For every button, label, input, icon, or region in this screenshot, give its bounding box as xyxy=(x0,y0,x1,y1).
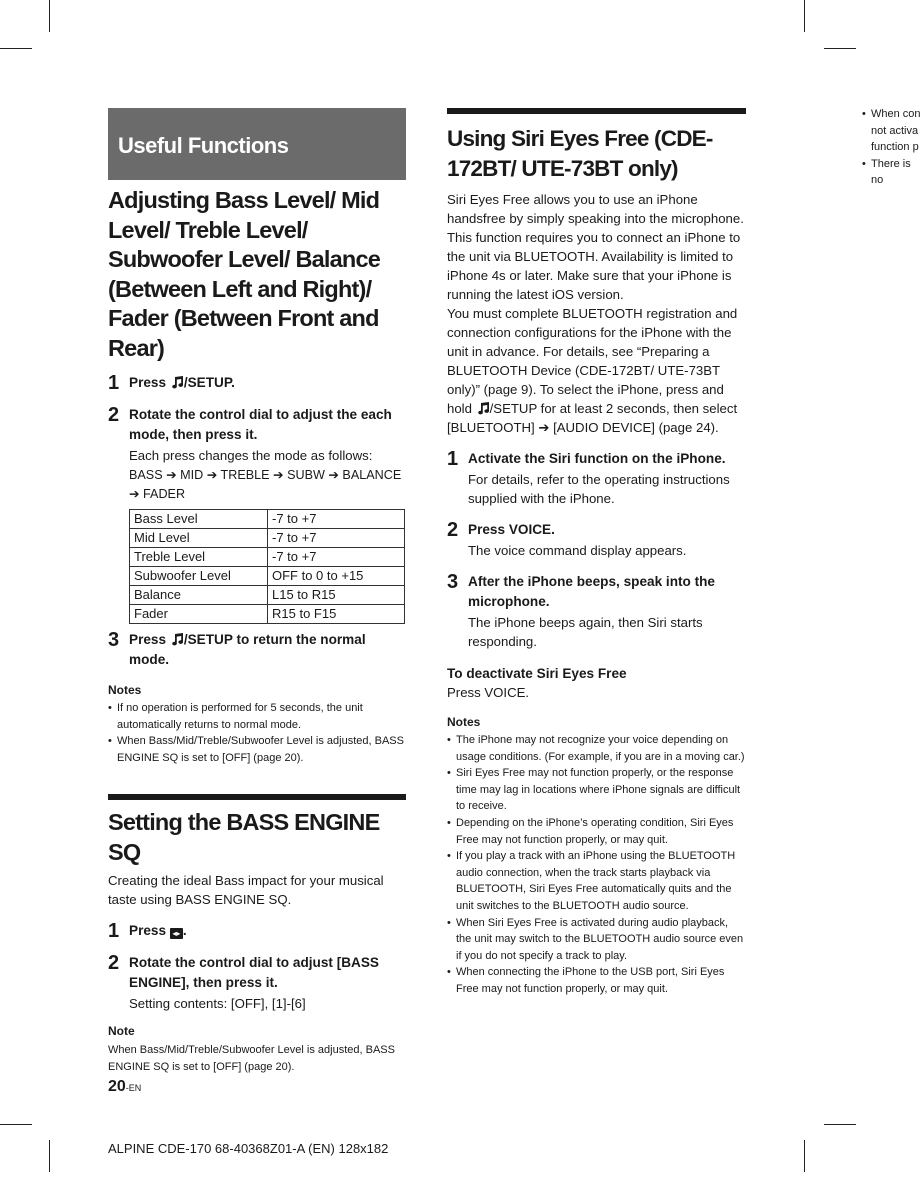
step-body: Setting contents: [OFF], [1]-[6] xyxy=(129,996,306,1012)
setting-range-cell: OFF to 0 to +15 xyxy=(268,567,405,586)
right-column xyxy=(447,108,746,998)
step-number: 1 xyxy=(447,448,459,470)
banner-title: Useful Functions xyxy=(118,133,289,158)
section-title-bass-engine: Setting the BASS ENGINE SQ xyxy=(108,809,380,865)
step-1: 1 Press ◂▸ . xyxy=(108,920,187,943)
step-number: 3 xyxy=(447,571,459,593)
note-item: • Depending on the iPhone’s operating condition, Siri Eyes Free may not function properly, or may quit. xyxy=(447,815,746,848)
note-item: • When Siri Eyes Free is activated during audio playback, the unit may switch to the BLUETOOTH audio source even if you do not specify a track to play. xyxy=(447,915,746,965)
music-note-icon xyxy=(170,375,184,389)
section-title-adjusting: Adjusting Bass Level/ Mid Level/ Treble Level/ Subwoofer Level/ Balance (Between Left and Right)/ Fader (Between Front and Rear) xyxy=(108,187,381,361)
step-lead: Rotate the control dial to adjust [BASS ENGINE], then press it. xyxy=(129,955,379,991)
notes-heading: Notes xyxy=(447,715,481,729)
notes-list xyxy=(108,700,406,766)
level-range-table xyxy=(129,509,405,624)
setting-name-cell: Treble Level xyxy=(130,548,268,567)
note-item: • There is no xyxy=(862,156,924,189)
step-lead: Rotate the control dial to adjust the each mode, then press it. xyxy=(129,407,392,442)
setting-name-cell: Mid Level xyxy=(130,529,268,548)
page-number: 20-EN xyxy=(108,1078,142,1095)
step-2 xyxy=(108,405,406,504)
setting-range-cell: R15 to F15 xyxy=(268,605,405,624)
far-right-column xyxy=(862,104,924,189)
step-number: 2 xyxy=(108,952,120,975)
step-lead: Press VOICE. xyxy=(468,522,555,537)
step-body: The voice command display appears. xyxy=(468,543,687,558)
step-number: 1 xyxy=(108,372,120,394)
setting-range-cell: -7 to +7 xyxy=(268,510,405,529)
setting-name-cell: Balance xyxy=(130,586,268,605)
crop-mark xyxy=(804,0,805,32)
step-lead: Activate the Siri function on the iPhone. xyxy=(468,451,726,466)
setting-range-cell: L15 to R15 xyxy=(268,586,405,605)
note-item: • Siri Eyes Free may not function properly, or the response time may lag in locations where iPhone signals are difficult to receive. xyxy=(447,765,746,815)
step-2 xyxy=(108,953,406,1013)
setting-range-cell: -7 to +7 xyxy=(268,529,405,548)
step-body: The iPhone beeps again, then Siri starts responding. xyxy=(468,615,703,649)
step-number: 3 xyxy=(108,629,120,651)
crop-mark xyxy=(49,0,50,32)
table-row xyxy=(130,567,405,586)
music-note-icon xyxy=(476,401,490,415)
step-number: 1 xyxy=(108,920,120,943)
step-3: 3 Press /SETUP to return the normal mode. xyxy=(108,629,366,667)
section-banner xyxy=(108,108,406,180)
step-lead: After the iPhone beeps, speak into the microphone. xyxy=(468,574,715,609)
note-heading: Note xyxy=(108,1024,135,1039)
setting-name-cell: Bass Level xyxy=(130,510,268,529)
table-row xyxy=(130,548,405,567)
deactivate-body: Press VOICE. xyxy=(447,685,530,700)
crop-mark xyxy=(824,48,856,49)
note-item: • When con not activa function p xyxy=(862,106,924,156)
step-number: 2 xyxy=(447,519,459,541)
siri-intro-1: Siri Eyes Free allows you to use an iPhone handsfree by simply speaking into the microphone. This function requires you to connect an iPhone to the unit via BLUETOOTH. Availability is limited to iPhone 4s or later. Make sure that your iPhone is running the latest iOS version. xyxy=(447,192,744,302)
left-column xyxy=(108,108,406,1076)
table-row xyxy=(130,529,405,548)
crop-mark xyxy=(804,1140,805,1172)
section-title-siri: Using Siri Eyes Free (CDE-172BT/ UTE-73BT only) xyxy=(447,126,713,181)
section-rule xyxy=(447,108,746,114)
note-item: • If you play a track with an iPhone using the BLUETOOTH audio connection, when the track starts playback via BLUETOOTH, Siri Eyes Free automatically quits and the unit switches to the BLUETOOTH audio source. xyxy=(447,848,746,914)
step-1: 1 Press /SETUP. xyxy=(108,372,235,394)
bass-engine-icon: ◂▸ xyxy=(170,928,183,939)
notes-list xyxy=(862,106,924,189)
note-item: • The iPhone may not recognize your voice depending on usage conditions. (For example, if you are in a moving car.) xyxy=(447,732,746,765)
notes-list xyxy=(447,732,746,998)
step-body: For details, refer to the operating instructions supplied with the iPhone. xyxy=(468,472,730,506)
setting-name-cell: Fader xyxy=(130,605,268,624)
step-2 xyxy=(447,520,746,560)
step-number: 2 xyxy=(108,404,120,426)
note-item: • When connecting the iPhone to the USB port, Siri Eyes Free may not function properly, or may quit. xyxy=(447,964,746,997)
setting-name-cell: Subwoofer Level xyxy=(130,567,268,586)
note-item: • When Bass/Mid/Treble/Subwoofer Level is adjusted, BASS ENGINE SQ is set to [OFF] (page 20). xyxy=(108,733,406,766)
note-item: • If no operation is performed for 5 seconds, the unit automatically returns to normal mode. xyxy=(108,700,406,733)
step-body: Each press changes the mode as follows: xyxy=(129,448,373,463)
step-1 xyxy=(447,449,746,508)
section-rule xyxy=(108,794,406,800)
table-row xyxy=(130,510,405,529)
deactivate-heading: To deactivate Siri Eyes Free xyxy=(447,666,627,681)
table-row xyxy=(130,586,405,605)
crop-mark xyxy=(0,48,32,49)
setting-range-cell: -7 to +7 xyxy=(268,548,405,567)
notes-heading: Notes xyxy=(108,683,142,697)
step-3 xyxy=(447,572,746,651)
music-note-icon xyxy=(170,632,184,646)
section-intro: Creating the ideal Bass impact for your musical taste using BASS ENGINE SQ. xyxy=(108,873,384,908)
crop-mark xyxy=(49,1140,50,1172)
mode-sequence: BASS ➔ MID ➔ TREBLE ➔ SUBW ➔ BALANCE ➔ FADER xyxy=(129,468,402,501)
crop-mark xyxy=(0,1124,32,1125)
siri-intro-2: You must complete BLUETOOTH registration and connection configurations for the iPhone with the unit in advance. For details, see “Preparing a BLUETOOTH Device (CDE-172BT/ UTE-73BT only)” (page 9). To select the iPhone, press and hold /SETUP for at least 2 seconds, then select [BLUETOOTH] ➔ [AUDIO DEVICE] (page 24). xyxy=(447,306,738,435)
print-footer: ALPINE CDE-170 68-40368Z01-A (EN) 128x182 xyxy=(108,1141,389,1156)
table-row xyxy=(130,605,405,624)
note-text: When Bass/Mid/Treble/Subwoofer Level is adjusted, BASS ENGINE SQ is set to [OFF] (page 20). xyxy=(108,1044,395,1073)
crop-mark xyxy=(824,1124,856,1125)
